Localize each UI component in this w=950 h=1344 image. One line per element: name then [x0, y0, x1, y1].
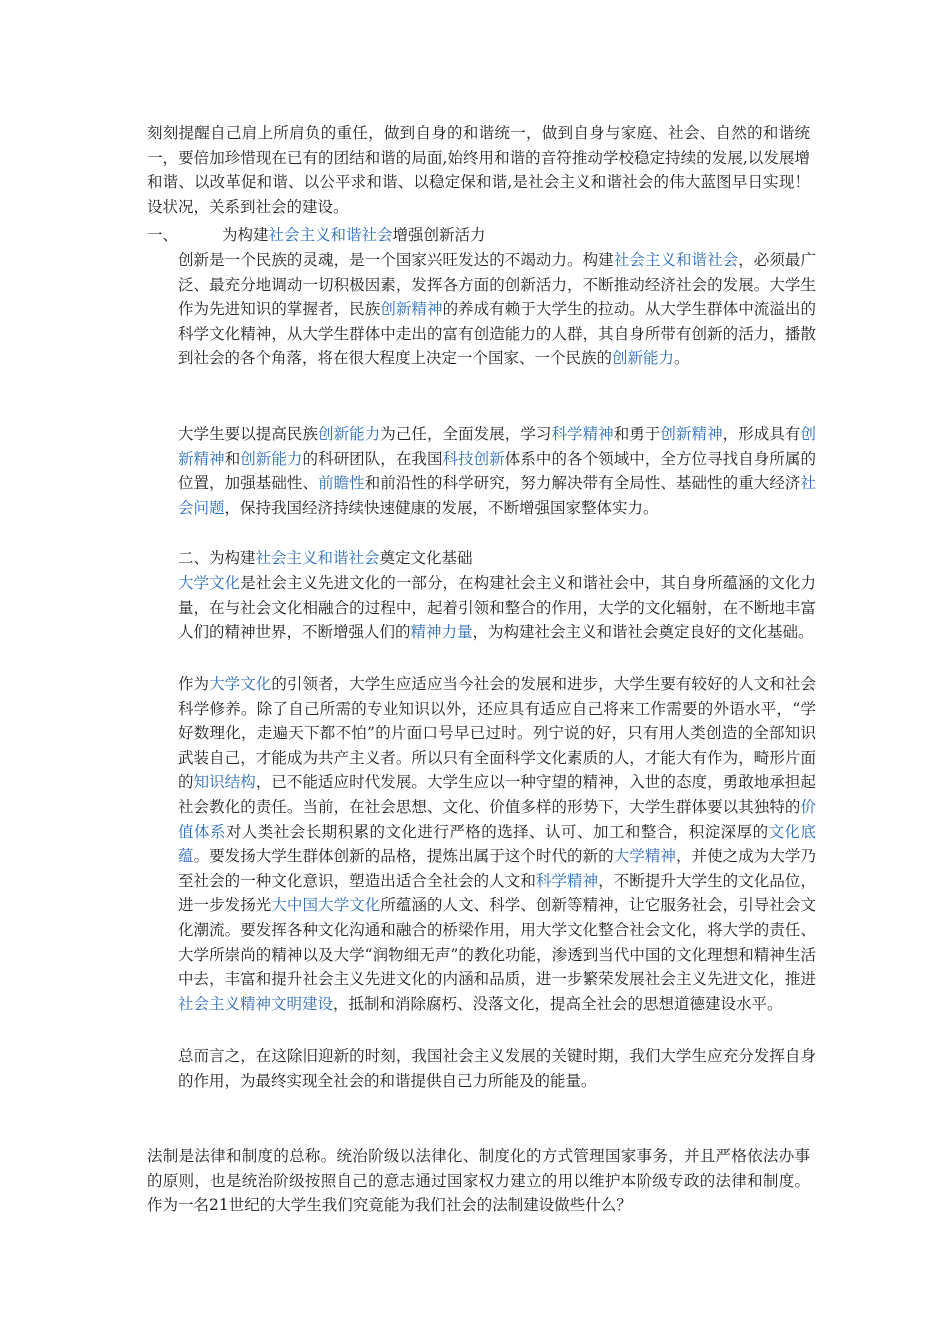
keyword-link[interactable]: 创新能力 — [612, 349, 675, 368]
keyword-link[interactable]: 创新精神 — [660, 425, 723, 443]
text-run: 和 — [224, 449, 241, 468]
text-run: 是社会主义先进文化的一部分，在构建社会主义和谐社会中，其自身所蕴涵的文化力量，在与社会文化相融合的过程中，起着引领和整合的作用，大学的文化辐射，在不断地丰富人们的精神世界，不断增强人们的 — [178, 574, 816, 642]
text-run: 刻刻提醒自己肩上所肩负的重任，做到自身的和谐统一，做到自身与家庭、社会、自然的和谐统一，要倍加珍惜现在已有的团结和谐的局面,始终用和谐的音符推动学校稳定持续的发展,以发展增和谐、以改革促和谐、以公平求和谐、以稳定保和谐,是社会主义和谐社会的伟大蓝图早日实现！设状况，关系到社会的建设。 — [147, 124, 810, 216]
section-heading-2 — [178, 546, 816, 571]
section-heading-1 — [147, 223, 827, 248]
text-run: 。要发扬大学生群体创新的品格，提炼出属于这个时代的新的 — [193, 847, 614, 866]
keyword-link[interactable]: 社会主义和谐社会 — [613, 251, 739, 269]
keyword-link[interactable]: 创新能力 — [240, 449, 303, 468]
text-run: 为构建 — [222, 226, 269, 244]
keyword-link[interactable]: 社会主义精神文明建设 — [178, 994, 334, 1013]
text-run: ，保持我国经济持续快速健康的发展，不断增强国家整体实力。 — [224, 498, 659, 517]
keyword-link[interactable]: 创新能力 — [318, 425, 381, 443]
text-run: 法制是法律和制度的总称。统治阶级以法律化、制度化的方式管理国家事务，并且严格依法办事的原则，也是统治阶级按照自己的意志通过国家权力建立的用以维护本阶级专政的法律和制度。作为一名21世纪的大学生我们究竟能为我们社会的法制建设做些什么？ — [147, 1147, 810, 1215]
text-run: ，抵制和消除腐朽、没落文化，提高全社会的思想道德建设水平。 — [333, 994, 783, 1013]
keyword-link[interactable]: 知识结构 — [193, 773, 256, 792]
text-run: 。 — [674, 349, 690, 368]
text-run: 和勇于 — [613, 425, 661, 443]
paragraph-culture-leader — [178, 672, 816, 1016]
keyword-link[interactable]: 大中国大学文化 — [271, 896, 381, 915]
keyword-link[interactable]: 科学精神 — [551, 425, 614, 443]
keyword-link[interactable]: 科学精神 — [535, 871, 599, 890]
text-run: ，已不能适应时代发展。大学生应以一种守望的精神，入世的态度，勇敢地承担起社会教化的责任。当前，在社会思想、文化、价值多样的形势下，大学生群体要以其独特的 — [178, 773, 816, 816]
keyword-link[interactable]: 社会问题 — [178, 474, 816, 517]
keyword-link[interactable]: 前瞻性 — [318, 474, 365, 493]
paragraph-legal-system — [147, 1144, 810, 1218]
text-run: ，必须最广泛、最充分地调动一切积极因素，发挥各方面的创新活力，不断推动经济社会的发展。大学生作为先进知识的掌握者，民族 — [178, 251, 816, 319]
keyword-link[interactable]: 精神力量 — [410, 623, 473, 642]
text-run: 为己任，全面发展，学习 — [380, 425, 552, 443]
paragraph-innovation — [178, 248, 816, 371]
paragraph-students-innovation — [178, 422, 816, 520]
text-run: 体系中的各个领域中，全方位寻找自身所属的位置，加强基础性、 — [178, 449, 816, 493]
text-run: ，为构建社会主义和谐社会奠定良好的文化基础。 — [472, 623, 814, 642]
keyword-link[interactable]: 文化底蕴 — [178, 822, 816, 866]
text-run: 对人类社会长期积累的文化进行严格的选择、认可、加工和整合，积淀深厚的 — [225, 822, 769, 841]
text-run: 奠定文化基础 — [379, 549, 473, 567]
intro-paragraph — [147, 121, 810, 219]
text-run: 的引领者，大学生应适应当今社会的发展和进步，大学生要有较好的人文和社会科学修养。除了自己所需的专业知识以外，还应具有适应自己将来工作需要的外语水平，“学好数理化，走遍天下都不怕”的片面口号早已过时。列宁说的好，只有用人类创造的全部知识武装自己，才能成为共产主义者。所以只有全面科学文化素质的人，才能大有作为，畸形片面的 — [178, 675, 816, 792]
paragraph-university-culture — [178, 571, 816, 645]
keyword-link[interactable]: 创新精神 — [380, 300, 443, 319]
keyword-link[interactable]: 大学文化 — [209, 675, 272, 693]
text-run: 增强创新活力 — [392, 226, 486, 244]
text-run: 创新是一个民族的灵魂，是一个国家兴旺发达的不竭动力。构建 — [178, 251, 614, 269]
text-run: 的科研团队，在我国 — [302, 449, 443, 468]
text-run: ，形成具有 — [722, 425, 801, 443]
keyword-link[interactable]: 社会主义和谐社会 — [268, 226, 393, 244]
keyword-link[interactable]: 大学文化 — [178, 574, 241, 592]
keyword-link[interactable]: 社会主义和谐社会 — [255, 549, 380, 567]
keyword-link[interactable]: 创新精神 — [178, 425, 816, 468]
text-run: 二、为构建 — [178, 549, 256, 567]
text-run: 所蕴涵的人文、科学、创新等精神，让它服务社会，引导社会文化潮流。要发挥各种文化沟通和融合的桥梁作用，用大学文化整合社会文化，将大学的责任、大学所崇尚的精神以及大学“润物细无声”的教化功能，渗透到当代中国的文化理想和精神生活中去，丰富和提升社会主义先进文化的内涵和品质，进一步繁荣发展社会主义先进文化，推进 — [178, 896, 816, 989]
keyword-link[interactable]: 大学精神 — [613, 847, 676, 866]
text-run: 总而言之，在这除旧迎新的时刻，我国社会主义发展的关键时期，我们大学生应充分发挥自身的作用，为最终实现全社会的和谐提供自己力所能及的能量。 — [178, 1047, 816, 1090]
text-run: 的养成有赖于大学生的拉动。从大学生群体中流溢出的科学文化精神，从大学生群体中走出的富有创造能力的人群，其自身所带有创新的活力，播散到社会的各个角落，将在很大程度上决定一个国家、一个民族的 — [178, 300, 816, 368]
keyword-link[interactable]: 科技创新 — [442, 449, 505, 468]
text-run: 和前沿性的科学研究，努力解决带有全局性、基础性的重大经济 — [364, 474, 801, 493]
keyword-link[interactable]: 价值体系 — [178, 797, 816, 841]
paragraph-conclusion — [178, 1044, 816, 1093]
text-run: 一、 — [147, 226, 179, 244]
text-run: ，不断提升大学生的文化品位，进一步发扬光 — [178, 871, 816, 915]
text-run: 大学生要以提高民族 — [178, 425, 319, 443]
text-run: 作为 — [178, 675, 210, 693]
text-run: ，并使之成为大学乃至社会的一种文化意识，塑造出适合全社会的人文和 — [178, 847, 816, 890]
